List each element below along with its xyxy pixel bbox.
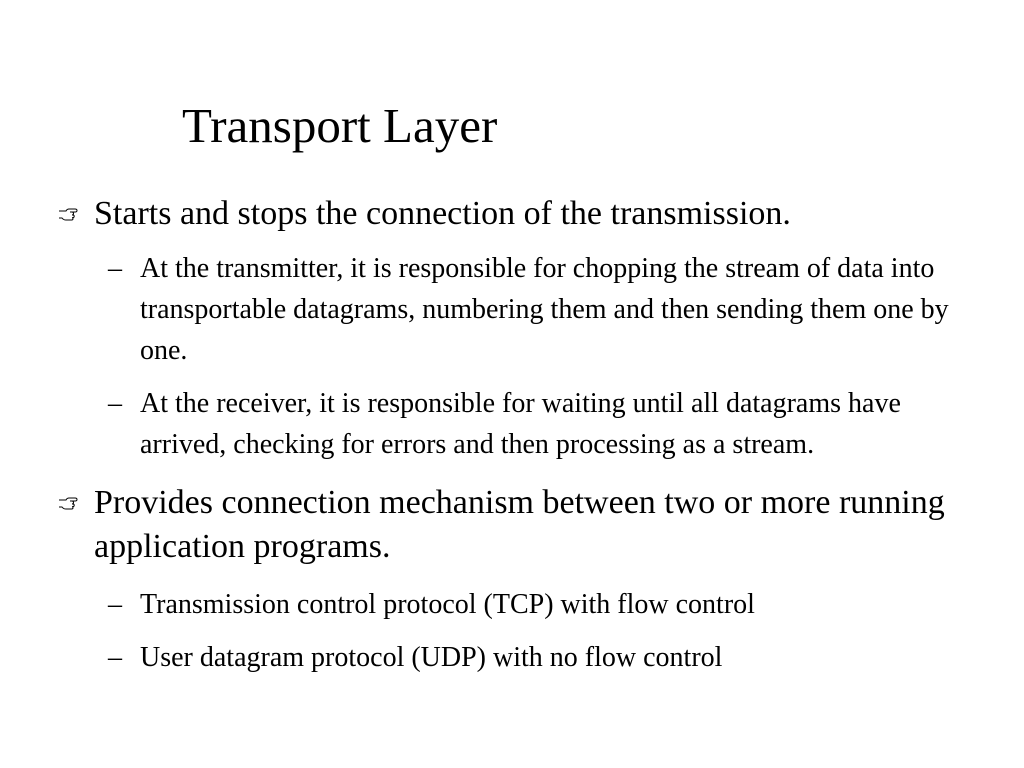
sub-bullet-text: User datagram protocol (UDP) with no flow control	[140, 642, 723, 673]
sub-bullet-text: Transmission control protocol (TCP) with flow control	[140, 589, 755, 620]
sub-bullet-text: At the receiver, it is responsible for waiting until all datagrams have arrived, checking for errors and then processing as a stream.	[140, 388, 901, 460]
bullet-point	[56, 192, 976, 236]
sub-bullet	[56, 383, 976, 465]
sub-bullet	[56, 584, 976, 625]
bullet-text: Provides connection mechanism between two or more running application programs.	[94, 484, 945, 565]
pointing-hand-icon	[58, 494, 78, 510]
bullet-point	[56, 481, 976, 569]
dash-marker: –	[108, 642, 122, 673]
dash-marker: –	[108, 253, 122, 284]
slide-title: Transport Layer	[182, 98, 498, 153]
sub-bullet-text: At the transmitter, it is responsible for chopping the stream of data into transportable datagrams, numbering them and then sending them one by one.	[140, 253, 949, 366]
slide-content	[56, 192, 976, 678]
pointing-hand-icon	[58, 205, 78, 221]
sub-bullet	[56, 637, 976, 678]
sub-bullet	[56, 248, 976, 371]
dash-marker: –	[108, 388, 122, 419]
bullet-text: Starts and stops the connection of the transmission.	[94, 195, 791, 232]
dash-marker: –	[108, 589, 122, 620]
